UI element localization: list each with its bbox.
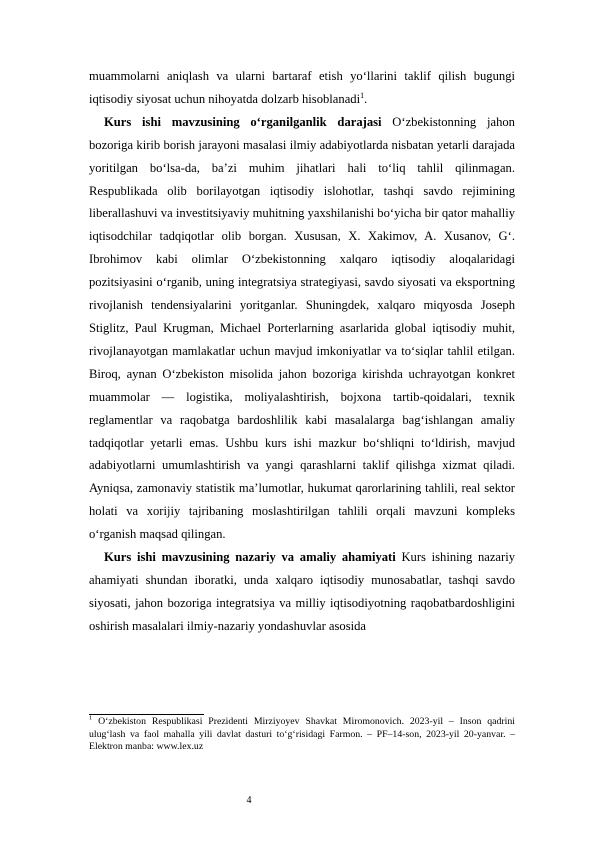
section-heading-significance: Kurs ishi mavzusining nazariy va amaliy ahamiyati: [104, 550, 396, 565]
paragraph-text: Kurs ishining nazariy ahamiyati shundan iboratki, unda xalqaro iqtisodiy munosabatlar, tashqi savdo siyosati, jahon bozoriga integratsiya va milliy iqtisodiyotning raqobatbardoshligini oshirish masalalari ilmiy-nazariy yondashuvlar asosida: [89, 550, 515, 633]
paragraph-intro-end: [89, 65, 515, 111]
page-number: 4: [246, 795, 252, 806]
paragraph-study-level: [89, 111, 515, 546]
footnote-reference[interactable]: 1: [360, 90, 365, 100]
section-heading-study-level: Kurs ishi mavzusining o‘rganilganlik darajasi: [104, 114, 382, 129]
footnote-text: O‘zbekiston Respublikasi Prezidenti Mirziyoyev Shavkat Miromonovich. 2023-yil – Inson qadrini ulug‘lash va faol mahalla yili davlat dasturi to‘g‘risidagi Farmon. – PF–14-son, 2023-yil 20-yanvar. – Elektron manba: www.lex.uz: [89, 716, 515, 753]
footnote-separator: [89, 714, 204, 715]
paragraph-significance: [89, 546, 515, 638]
paragraph-text: O‘zbekistonning jahon bozoriga kirib borish jarayoni masalasi ilmiy adabiyotlarda nisbatan yetarli darajada yoritilgan bo‘lsa-da, ba’zi muhim jihatlari hali to‘liq tahlil qilinmagan. Respublikada olib borilayotgan iqtisodiy islohotlar, tashqi savdo rejimining liberallashuvi va investitsiyaviy muhitning yaxshilanishi bo‘yicha bir qator mahalliy iqtisodchilar tadqiqotlar olib borgan. Xususan, X. Xakimov, A. Xusanov, G‘. Ibrohimov kabi olimlar O‘zbekistonning xalqaro iqtisodiy aloqalaridagi pozitsiyasini o‘rganib, uning integratsiya strategiyasi, savdo siyosati va eksportning rivojlanish tendensiyalarini yoritganlar. Shuningdek, xalqaro miqyosda Joseph Stiglitz, Paul Krugman, Michael Porterlarning asarlarida global iqtisodiy muhit, rivojlanayotgan mamlakatlar uchun mavjud imkoniyatlar va to‘siqlar tahlil etilgan. Biroq, aynan O‘zbekiston misolida jahon bozoriga kirishda uchrayotgan konkret muammolar — logistika, moliyalashtirish, bojxona tartib-qoidalari, texnik reglamentlar va raqobatga bardoshlilik kabi masalalarga bag‘ishlangan amaliy tadqiqotlar yetarli emas. Ushbu kurs ishi mazkur bo‘shliqni to‘ldirish, mavjud adabiyotlarni umumlashtirish va yangi qarashlarni taklif qilishga xizmat qiladi. Ayniqsa, zamonaviy statistik ma’lumotlar, hukumat qarorlarining tahlili, real sektor holati va xorijiy tajribaning moslashtirilgan tahlili orqali mavzuni kompleks o‘rganish maqsad qilingan.: [89, 114, 515, 542]
footnote: [89, 716, 515, 754]
paragraph-text: muammolarni aniqlash va ularni bartaraf etish yo‘llarini taklif qilish bugungi iqtisodiy siyosat uchun nihoyatda dolzarb hisoblanadi: [89, 69, 515, 106]
document-body: [89, 65, 515, 638]
paragraph-period: .: [364, 91, 368, 106]
footnote-marker: 1: [89, 714, 93, 722]
